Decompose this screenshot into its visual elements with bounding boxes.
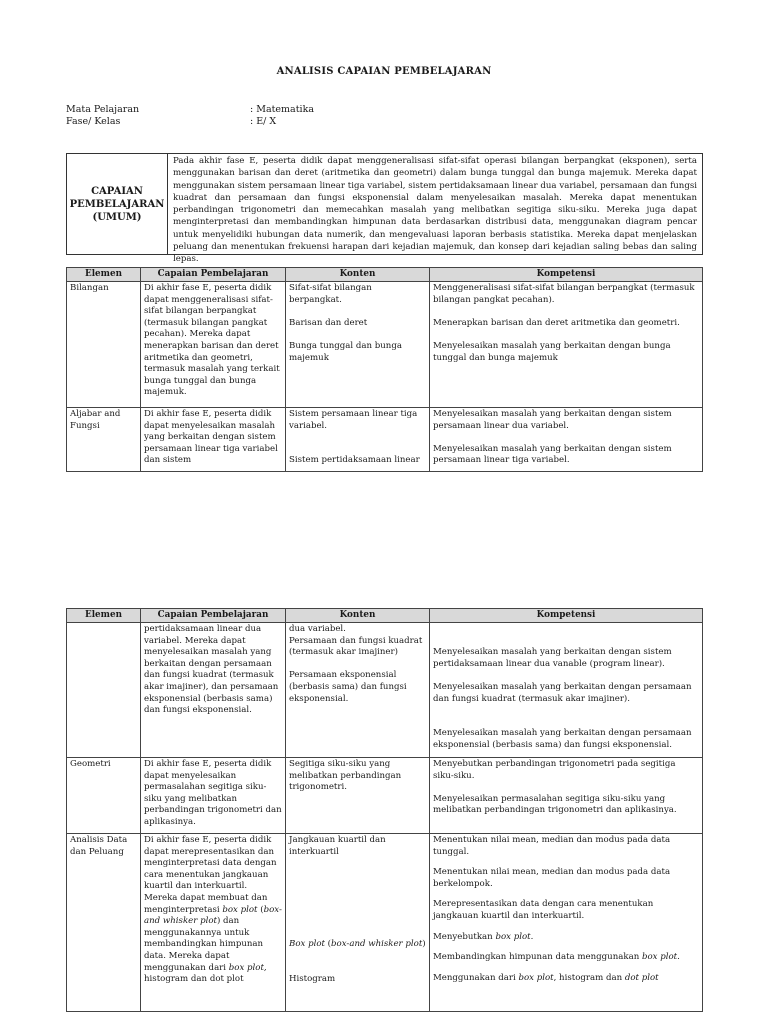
capaian-text: ( [257,904,264,915]
header-konten: Konten [286,268,430,282]
kompetensi-text: Menyebutkan [433,931,496,942]
cell-capaian: Di akhir fase E, peserta didik dapat menggeneralisasi sifat-sifat bilangan berpangkat (termasuk bilangan pangkat pecahan). Mereka dapat menerapkan barisan dan deret aritmetika dan geometri, termasuk masalah yang terkait bunga tunggal dan bunga majemuk. [141,282,286,408]
cell-konten: Sistem persamaan linear tiga variabel. Sistem pertidaksamaan linear [286,408,430,472]
capaian-text: ) dan menggunakannya untuk membandingkan himpunan data. Mereka dapat menggunakan dari [144,916,264,973]
header-kompetensi: Kompetensi [430,268,703,282]
konten-line: Jangkauan kuartil dan interkuartil [289,835,386,857]
kompetensi-italic: box plot [518,972,554,983]
kompetensi-line [433,973,699,985]
kompetensi-line: Menentukan nilai mean, median dan modus pada data tunggal. [433,835,671,857]
capaian-umum-label: CAPAIAN PEMBELAJARAN (UMUM) [67,154,168,254]
table-row-aljabar-cont [67,623,703,758]
konten-italic: Box plot [289,939,325,950]
cell-elemen: Geometri [67,758,141,834]
kompetensi-line: Menentukan nilai mean, median dan modus pada data berkelompok. [433,867,671,889]
kompetensi-text: Menggunakan dari [433,972,519,983]
konten-line [289,939,426,951]
table-header-row [67,609,703,623]
konten-text: ) [422,939,426,950]
header-capaian: Capaian Pembelajaran [141,609,286,623]
cell-konten [286,834,430,1012]
kompetensi-italic: box plot. [641,952,680,963]
capaian-umum-box [66,153,703,265]
cell-kompetensi: Menyebutkan perbandingan trigonometri pada segitiga siku-siku. Menyelesaikan permasalahan segitiga siku-siku yang melibatkan perbandingan trigonometri dan aplikasinya. [430,758,703,834]
kompetensi-line [433,952,699,964]
capaian-text: histogram dan dot plot [144,974,244,985]
subject-value: : Matematika [250,104,314,115]
table-row-geometri [67,758,703,834]
header-elemen: Elemen [67,268,141,282]
cell-capaian [141,834,286,1012]
header-kompetensi: Kompetensi [430,609,703,623]
cell-konten: Sifat-sifat bilangan berpangkat. Barisan dan deret Bunga tunggal dan bunga majemuk [286,282,430,408]
kompetensi-line [433,932,699,944]
cell-elemen [67,623,141,758]
table-header-row [67,268,703,282]
capaian-italic: box plot, [228,962,267,973]
cell-kompetensi: Menyelesaikan masalah yang berkaitan dengan sistem pertidaksamaan linear dua vanable (program linear). Menyelesaikan masalah yang berkaitan dengan persamaan dan fungsi kuadrat (termasuk akar imajiner). Menyelesaikan masalah yang berkaitan dengan persamaan eksponensial (berbasis sama) dan fungsi eksponensial. [430,623,703,758]
header-capaian: Capaian Pembelajaran [141,268,286,282]
table-row-analisis-data [67,834,703,1012]
table-row-aljabar [67,408,703,472]
header-konten: Konten [286,609,430,623]
kompetensi-line: Merepresentasikan data dengan cara menentukan jangkauan kuartil dan interkuartil. [433,899,654,921]
header-elemen: Elemen [67,609,141,623]
capaian-italic: box-and whisker plot [144,904,282,927]
cell-capaian: Di akhir fase E, peserta didik dapat menyelesaikan masalah yang berkaitan dengan sistem persamaan linear tiga variabel dan sistem [141,408,286,472]
phase-label: Fase/ Kelas [66,116,121,127]
competency-table-2 [66,608,703,1012]
kompetensi-italic: dot plot [624,972,659,983]
cell-capaian: pertidaksamaan linear dua variabel. Mereka dapat menyelesaikan masalah yang berkaitan dengan persamaan dan fungsi kuadrat (termasuk akar imajiner), dan persamaan eksponensial (berbasis sama) dan fungsi eksponensial. [141,623,286,758]
document-title: ANALISIS CAPAIAN PEMBELAJARAN [276,66,492,77]
cell-kompetensi: Menyelesaikan masalah yang berkaitan dengan sistem persamaan linear dua variabel. Menyelesaikan masalah yang berkaitan dengan sistem persamaan linear tiga variabel. [430,408,703,472]
cell-kompetensi: Menggeneralisasi sifat-sifat bilangan berpangkat (termasuk bilangan pangkat pecahan). Menerapkan barisan dan deret aritmetika dan geometri. Menyelesaikan masalah yang berkaitan dengan bunga tunggal dan bunga majemuk [430,282,703,408]
cell-elemen: Analisis Data dan Peluang [67,834,141,1012]
competency-table-1 [66,267,703,472]
subject-label: Mata Pelajaran [66,104,140,115]
cell-kompetensi [430,834,703,1012]
cell-konten: Segitiga siku-siku yang melibatkan perbandingan trigonometri. [286,758,430,834]
table-row-bilangan [67,282,703,408]
kompetensi-text: Membandingkan himpunan data menggunakan [433,952,642,963]
kompetensi-italic: box plot. [495,931,534,942]
konten-italic: box-and whisker plot [331,939,423,950]
cell-konten: dua variabel. Persamaan dan fungsi kuadrat (termasuk akar imajiner) Persamaan eksponensial (berbasis sama) dan fungsi eksponensial. [286,623,430,758]
capaian-umum-text: Pada akhir fase E, peserta didik dapat menggeneralisasi sifat-sifat operasi bilangan berpangkat (eksponen), serta menggunakan barisan dan deret (aritmetika dan geometri) dalam bunga tunggal dan bunga majemuk. Mereka dapat menggunakan sistem persamaan linear tiga variabel, sistem pertidaksamaan linear dua variabel, persamaan dan fungsi kuadrat dan persamaan dan fungsi eksponensial dalam menyelesaikan masalah. Mereka dapat menentukan perbandingan trigonometri dan memecahkan masalah yang melibatkan segitiga siku-siku. Mereka juga dapat menginterpretasi dan membandingkan himpunan data berdasarkan distribusi data, menggunakan diagram pencar untuk menyelidiki hubungan data numerik, dan mengevaluasi laporan berbasis statistika. Mereka dapat menjelaskan peluang dan menentukan frekuensi harapan dari kejadian majemuk, dan konsep dari kejadian saling bebas dan saling lepas. [173,156,697,265]
konten-line: Histogram [289,973,336,984]
capaian-text: Di akhir fase E, peserta didik dapat merepresentasikan dan menginterpretasi data dengan cara menentukan jangkauan kuartil dan interkuartil. Mereka dapat membuat dan menginterpretasi [144,835,277,915]
konten-text: ( [324,939,332,950]
cell-elemen: Aljabar and Fungsi [67,408,141,472]
kompetensi-text: , histogram dan [553,972,625,983]
cell-elemen: Bilangan [67,282,141,408]
capaian-italic: box plot [222,904,258,915]
phase-value: : E/ X [250,116,277,127]
cell-capaian: Di akhir fase E, peserta didik dapat menyelesaikan permasalahan segitiga siku-siku yang melibatkan perbandingan trigonometri dan aplikasinya. [141,758,286,834]
